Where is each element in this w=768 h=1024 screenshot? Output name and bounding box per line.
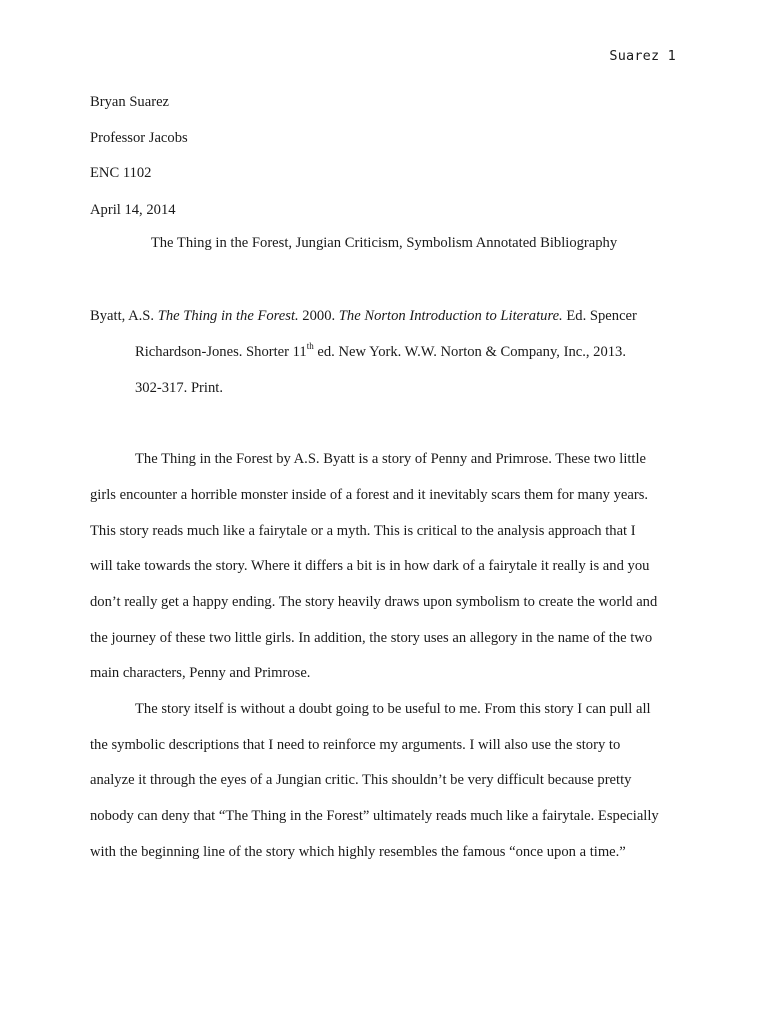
paragraph-1-line: main characters, Penny and Primrose. bbox=[90, 665, 311, 681]
citation-year: 2000. bbox=[298, 308, 339, 324]
paragraph-1-line: This story reads much like a fairytale or a myth. This is critical to the analysis approach that I bbox=[90, 523, 636, 539]
citation-line-3: 302-317. Print. bbox=[135, 380, 223, 396]
citation-work-title: The Thing in the Forest. bbox=[157, 308, 299, 324]
citation-line-2b: ed. New York. W.W. Norton & Company, Inc., 2013. bbox=[313, 344, 627, 360]
citation-author: Byatt, A.S. bbox=[90, 308, 158, 324]
paragraph-1-line: girls encounter a horrible monster inside of a forest and it inevitably scars them for many years. bbox=[90, 487, 649, 503]
paragraph-2-line: with the beginning line of the story which highly resembles the famous “once upon a time.” bbox=[90, 844, 626, 860]
paragraph-2-line: nobody can deny that “The Thing in the Forest” ultimately reads much like a fairytale. Especially bbox=[90, 808, 659, 824]
professor-name: Professor Jacobs bbox=[90, 130, 188, 146]
paragraph-1-line: don’t really get a happy ending. The story heavily draws upon symbolism to create the world and bbox=[90, 594, 658, 610]
paragraph-1-line: The Thing in the Forest by A.S. Byatt is a story of Penny and Primrose. These two little bbox=[135, 451, 647, 467]
citation-editor: Ed. Spencer bbox=[562, 308, 637, 324]
paragraph-2-line: analyze it through the eyes of a Jungian critic. This shouldn’t be very difficult because pretty bbox=[90, 772, 632, 788]
paragraph-2-line: The story itself is without a doubt going to be useful to me. From this story I can pull all bbox=[135, 701, 651, 717]
paragraph-2-line: the symbolic descriptions that I need to reinforce my arguments. I will also use the story to bbox=[90, 737, 621, 753]
citation-line-2 bbox=[135, 343, 626, 361]
citation-line-2a: Richardson-Jones. Shorter 11 bbox=[135, 344, 307, 360]
course-code: ENC 1102 bbox=[90, 165, 152, 181]
citation-line-1 bbox=[90, 307, 637, 325]
citation-superscript: th bbox=[306, 341, 314, 352]
page-header: Suarez 1 bbox=[609, 48, 676, 64]
paragraph-1-line: the journey of these two little girls. In addition, the story uses an allegory in the name of the two bbox=[90, 630, 653, 646]
document-date: April 14, 2014 bbox=[90, 202, 176, 218]
student-name: Bryan Suarez bbox=[90, 94, 170, 110]
document-title: The Thing in the Forest, Jungian Criticism, Symbolism Annotated Bibliography bbox=[150, 235, 618, 251]
paragraph-1-line: will take towards the story. Where it differs a bit is in how dark of a fairytale it really is and you bbox=[90, 558, 650, 574]
citation-anthology: The Norton Introduction to Literature. bbox=[338, 308, 563, 324]
